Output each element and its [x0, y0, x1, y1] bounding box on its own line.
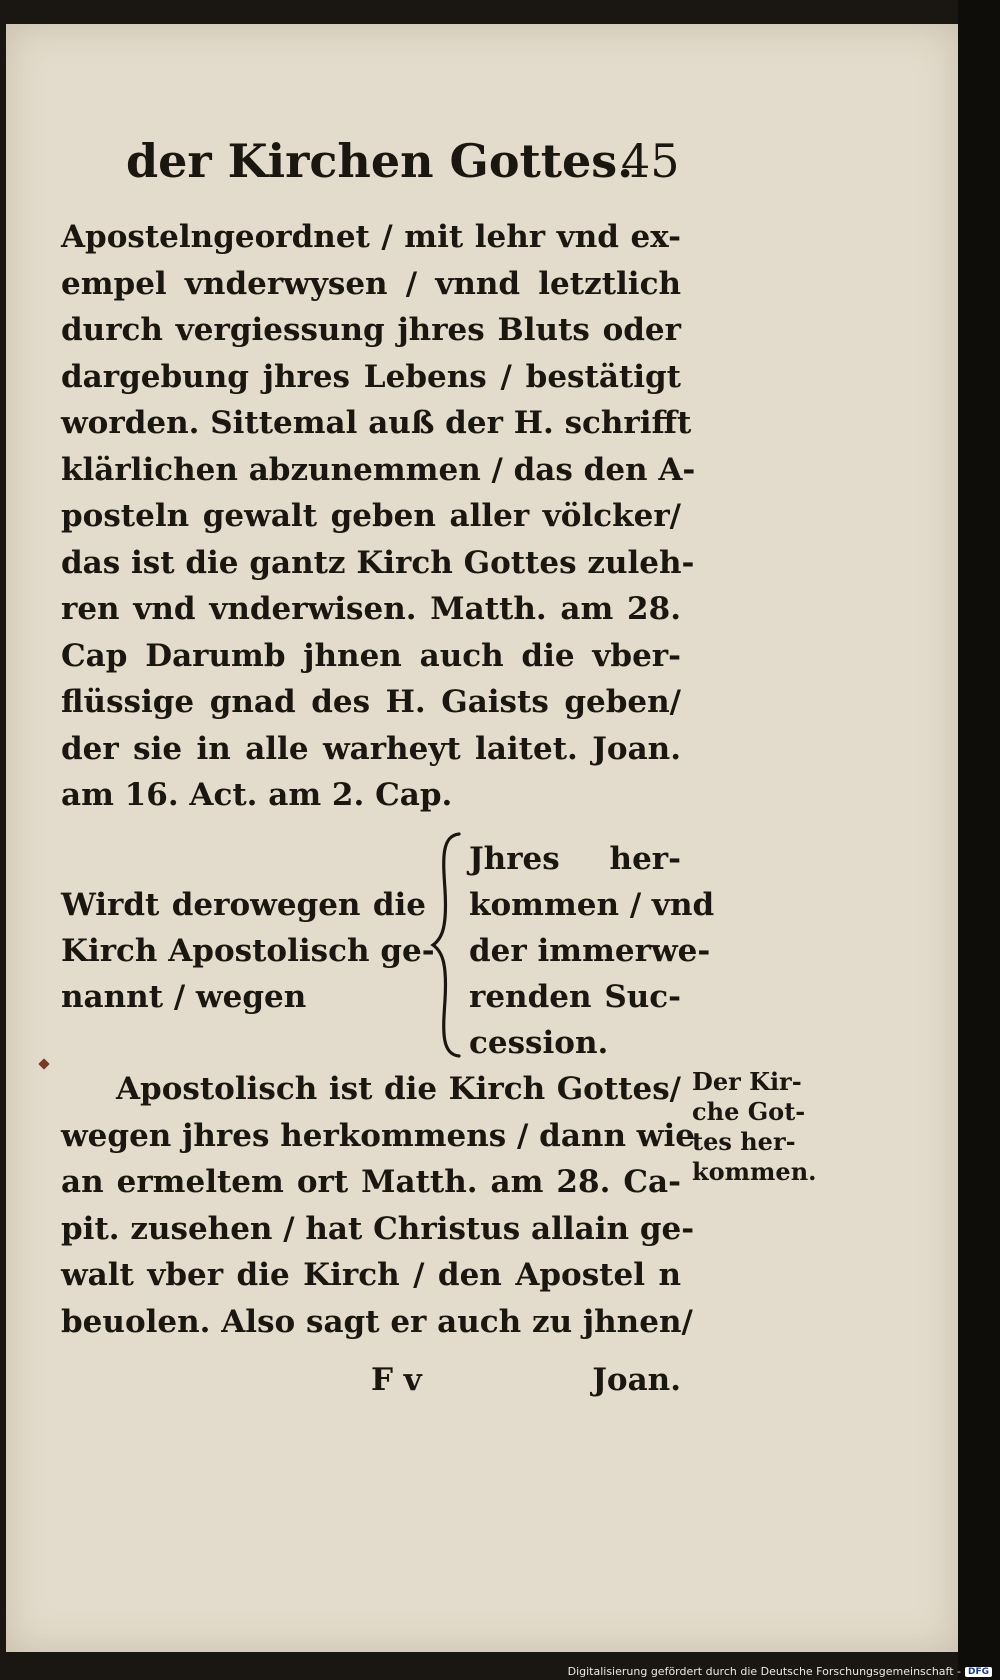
- dfg-logo: DFG: [965, 1667, 992, 1677]
- text-line: kommen / vnd: [469, 887, 715, 923]
- running-title: der Kirchen Gottes.: [126, 134, 634, 188]
- text-line: renden Suc-: [469, 979, 681, 1015]
- text-line: Cap Darumb jhnen auch die vber-: [61, 637, 681, 674]
- text-line: cession.: [469, 1025, 609, 1061]
- book-page: [6, 24, 958, 1652]
- text-line: worden. Sittemal auß der H. schrifft: [61, 405, 692, 441]
- text-line: der immerwe-: [469, 933, 711, 969]
- text-line: empel vnderwysen / vnnd letztlich: [61, 265, 681, 302]
- margin-note-line: che Got-: [692, 1097, 806, 1126]
- digitization-credit: [568, 1665, 992, 1678]
- text-line: der sie in alle warheyt laitet. Joan.: [61, 730, 681, 767]
- credit-text: Digitalisierung gefördert durch die Deutsche Forschungsgemeinschaft -: [567, 1665, 961, 1678]
- page-number: 45: [621, 134, 680, 188]
- scan-background-edge: [958, 0, 1000, 1680]
- signature-mark: F v: [371, 1362, 422, 1398]
- text-line: nannt / wegen: [61, 979, 307, 1015]
- text-line: pit. zusehen / hat Christus allain ge-: [61, 1210, 695, 1247]
- brace-block: [61, 836, 715, 1061]
- brace-left-text: [61, 882, 435, 1020]
- text-line: an ermeltem ort Matth. am 28. Ca-: [61, 1164, 681, 1200]
- text-line: wegen jhres herkommens / dann wie: [61, 1117, 695, 1154]
- margin-note: [692, 1067, 832, 1187]
- text-line: Kirch Apostolisch ge-: [61, 933, 435, 969]
- paragraph-apostolic: [61, 1066, 695, 1345]
- text-line: das ist die gantz Kirch Gottes zuleh-: [61, 544, 695, 581]
- ink-mark: [38, 1058, 49, 1069]
- text-line: klärlichen abzunemmen / das den A-: [61, 451, 696, 488]
- text-line: Apostolisch ist die Kirch Gottes/: [116, 1071, 681, 1107]
- text-line: posteln gewalt geben aller völcker/: [61, 498, 681, 534]
- text-line: beuolen. Also sagt er auch zu jhnen/: [61, 1303, 693, 1340]
- text-line: durch vergiessung jhres Bluts oder: [61, 312, 681, 348]
- brace-right-text: [469, 836, 715, 1066]
- text-line: Wirdt derowegen die: [61, 887, 426, 923]
- main-text-block: [61, 214, 696, 819]
- text-line: Apostelngeordnet / mit lehr vnd ex-: [61, 219, 681, 255]
- text-line: Jhres her-: [469, 841, 681, 877]
- margin-note-line: tes her-: [692, 1127, 796, 1156]
- curly-brace-icon: [429, 830, 469, 1060]
- text-line: dargebung jhres Lebens / bestätigt: [61, 358, 681, 395]
- text-line: ren vnd vnderwisen. Matth. am 28.: [61, 591, 681, 627]
- catchword: Joan.: [592, 1362, 681, 1398]
- margin-note-line: kommen.: [692, 1157, 817, 1186]
- text-line: flüssige gnad des H. Gaists geben/: [61, 684, 681, 720]
- text-line: am 16. Act. am 2. Cap.: [61, 777, 453, 813]
- margin-note-line: Der Kir-: [692, 1067, 802, 1096]
- text-line: walt vber die Kirch / den Apostel n: [61, 1257, 681, 1293]
